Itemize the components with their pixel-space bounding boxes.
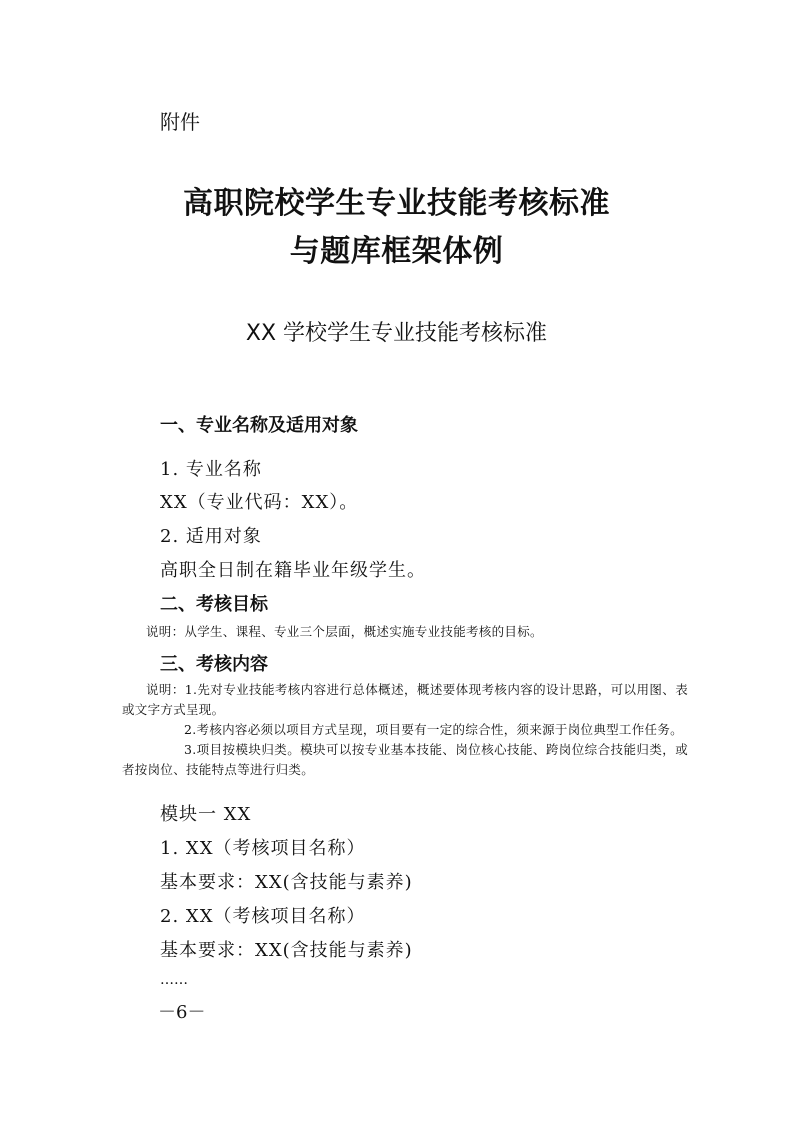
project2-requirement: 基本要求：XX(含技能与素养) bbox=[160, 940, 413, 961]
continuation-ellipsis: …… bbox=[160, 972, 188, 988]
project2-label: 2. XX（考核项目名称） bbox=[160, 906, 366, 927]
major-name-label: 1. 专业名称 bbox=[160, 459, 262, 480]
document-title-line1: 高职院校学生专业技能考核标准 bbox=[183, 186, 610, 221]
section3-notes bbox=[122, 680, 688, 780]
project1-requirement: 基本要求：XX(含技能与素养) bbox=[160, 872, 413, 893]
attachment-label: 附件 bbox=[160, 110, 200, 134]
module-title: 模块一 XX bbox=[160, 804, 252, 825]
section3-note-1: 说明：1.先对专业技能考核内容进行总体概述，概述要体现考核内容的设计思路，可以用图、表或文字方式呈现。 bbox=[122, 682, 688, 717]
section2-note: 说明：从学生、课程、专业三个层面，概述实施专业技能考核的目标。 bbox=[146, 624, 543, 639]
target-audience-value: 高职全日制在籍毕业年级学生。 bbox=[160, 560, 426, 581]
section3-note-2: 2.考核内容必须以项目方式呈现，项目要有一定的综合性，须来源于岗位典型工作任务。 bbox=[184, 722, 683, 737]
major-name-value: XX（专业代码：XX）。 bbox=[160, 492, 359, 513]
target-audience-label: 2. 适用对象 bbox=[160, 526, 262, 547]
page-number: －6－ bbox=[158, 1002, 206, 1023]
section3-heading: 三、考核内容 bbox=[160, 654, 268, 675]
document-title-line2: 与题库框架体例 bbox=[289, 234, 504, 269]
section2-heading: 二、考核目标 bbox=[160, 594, 268, 615]
document-subtitle: XX 学校学生专业技能考核标准 bbox=[245, 321, 548, 346]
section1-heading: 一、专业名称及适用对象 bbox=[160, 415, 358, 436]
section3-note-3: 3.项目按模块归类。模块可以按专业基本技能、岗位核心技能、跨岗位综合技能归类，或者按岗位、技能特点等进行归类。 bbox=[122, 742, 688, 777]
project1-label: 1. XX（考核项目名称） bbox=[160, 838, 366, 859]
